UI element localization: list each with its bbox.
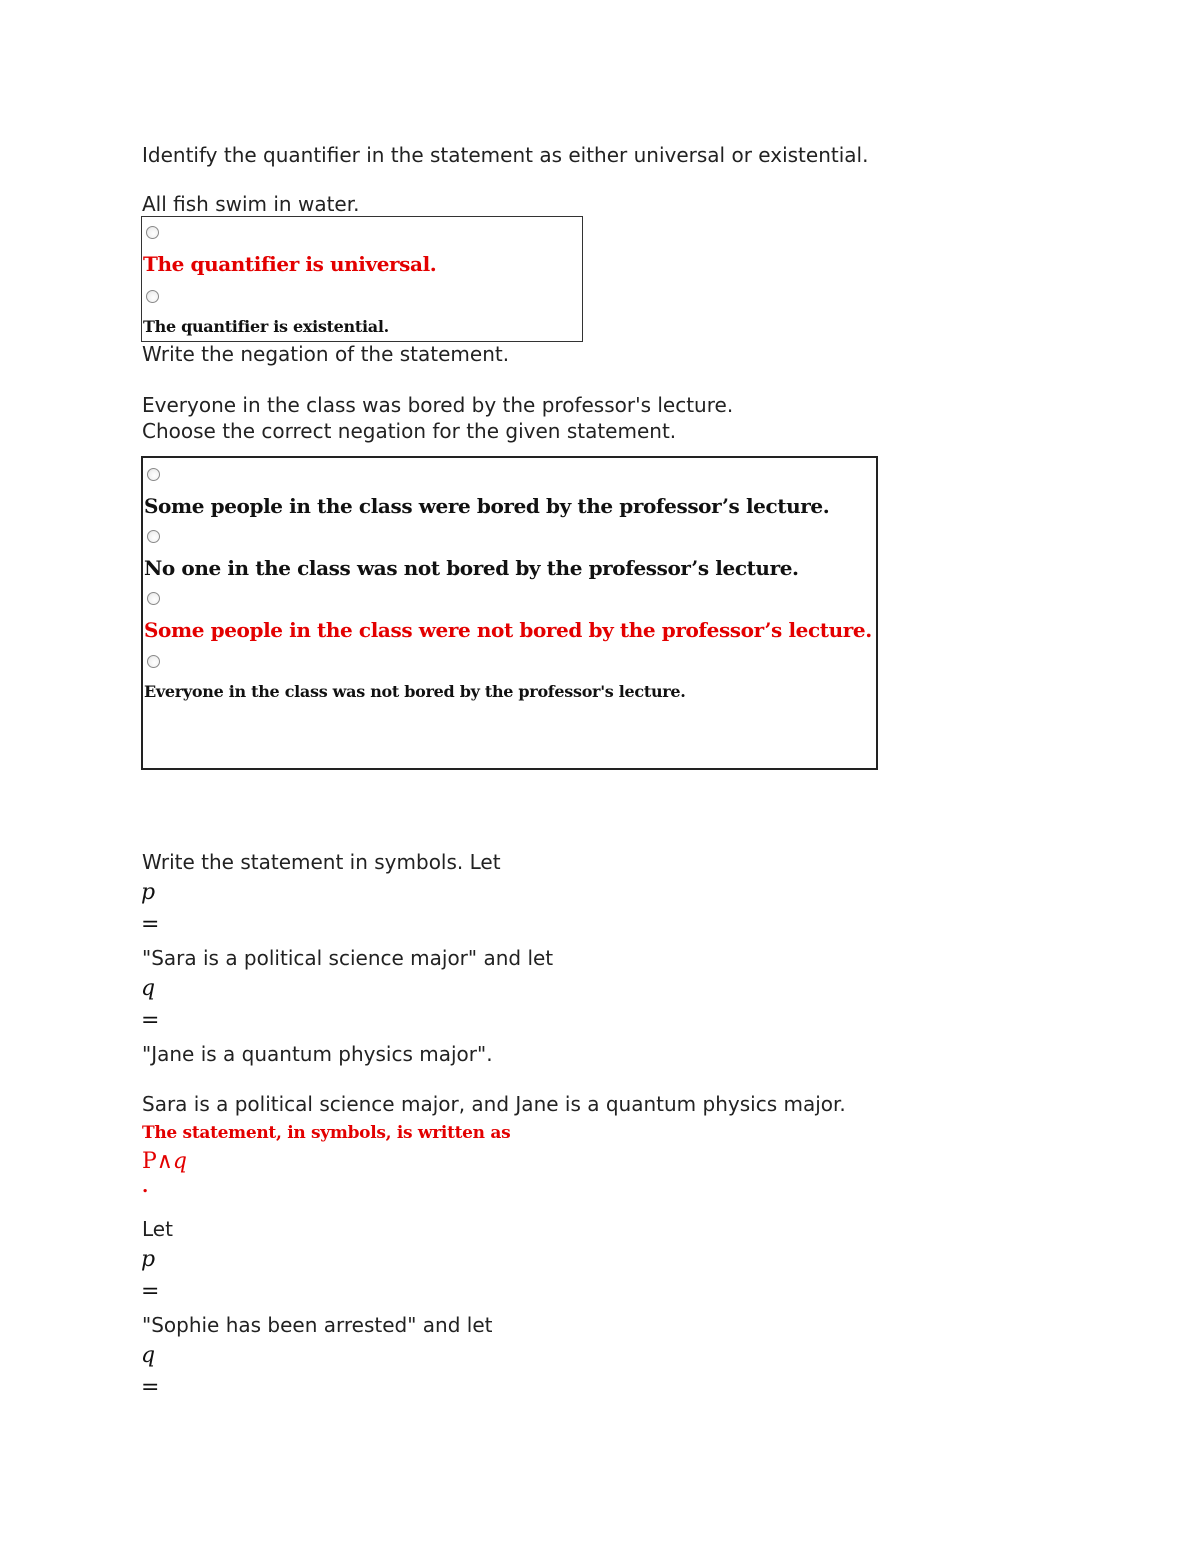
- q2-instruction: Write the negation of the statement.: [142, 342, 510, 366]
- q3-intro: Write the statement in symbols. Let: [142, 850, 501, 874]
- q4-equals-1: =: [141, 1279, 160, 1304]
- q3-q-symbol: q: [141, 976, 156, 1001]
- q4-equals-2: =: [141, 1375, 160, 1400]
- q1-statement: All fish swim in water.: [142, 192, 360, 216]
- q2-option-4: Everyone in the class was not bored by the professor's lecture.: [144, 682, 686, 701]
- q3-equals-1: =: [141, 912, 160, 937]
- q3-q-definition: "Jane is a quantum physics major".: [142, 1042, 493, 1066]
- q2-option-2: No one in the class was not bored by the professor’s lecture.: [144, 556, 799, 580]
- radio-button[interactable]: [146, 290, 159, 303]
- radio-button[interactable]: [147, 468, 160, 481]
- q4-q-symbol: q: [141, 1343, 156, 1368]
- q2-answer-box: [141, 456, 878, 770]
- q4-intro: Let: [142, 1217, 173, 1241]
- q3-answer-p: P∧: [142, 1149, 173, 1174]
- q1-option-1: The quantifier is universal.: [143, 252, 437, 276]
- q3-answer-q: q: [172, 1149, 187, 1174]
- q2-statement: Everyone in the class was bored by the professor's lecture.: [142, 393, 734, 417]
- q3-p-definition: "Sara is a political science major" and let: [142, 946, 554, 970]
- q4-p-definition: "Sophie has been arrested" and let: [142, 1313, 493, 1337]
- radio-button[interactable]: [147, 655, 160, 668]
- q1-option-2: The quantifier is existential.: [143, 317, 389, 336]
- q2-option-1: Some people in the class were bored by the professor’s lecture.: [144, 494, 830, 518]
- q3-p-symbol: p: [141, 880, 156, 905]
- q3-answer-symbols: [142, 1149, 187, 1174]
- q1-answer-box: [141, 216, 583, 342]
- q3-answer-period: .: [142, 1176, 149, 1197]
- q4-p-symbol: p: [141, 1247, 156, 1272]
- radio-button[interactable]: [147, 530, 160, 543]
- radio-button[interactable]: [147, 592, 160, 605]
- q3-statement: Sara is a political science major, and Jane is a quantum physics major.: [142, 1092, 846, 1116]
- q1-instruction: Identify the quantifier in the statement as either universal or existential.: [142, 143, 869, 167]
- q3-equals-2: =: [141, 1008, 160, 1033]
- q2-option-3: Some people in the class were not bored by the professor’s lecture.: [144, 618, 872, 642]
- q2-prompt: Choose the correct negation for the given statement.: [142, 419, 677, 443]
- q3-answer-label: The statement, in symbols, is written as: [142, 1123, 511, 1143]
- radio-button[interactable]: [146, 226, 159, 239]
